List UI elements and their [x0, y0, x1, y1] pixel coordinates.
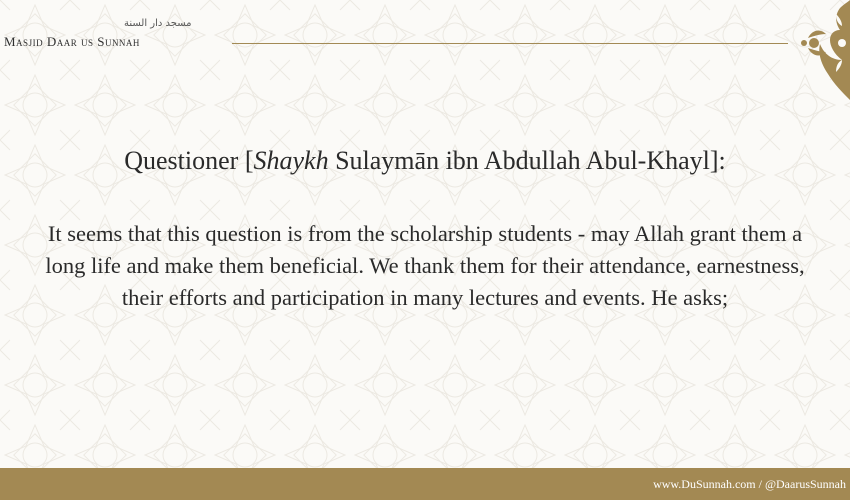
logo-english-text: Masjid Daar us Sunnah	[4, 34, 140, 49]
footer-separator: /	[755, 477, 765, 491]
logo-arabic-text: مسجد دار السنة	[124, 18, 192, 29]
header-divider	[232, 43, 788, 44]
heading-suffix: Sulaymān ibn Abdullah Abul-Khayl]:	[328, 146, 726, 175]
gold-floral-ornament-icon	[790, 0, 850, 100]
footer-social-handle[interactable]: @DaarusSunnah	[764, 477, 846, 491]
heading-italic-title: Shaykh	[253, 146, 329, 175]
question-paragraph: It seems that this question is from the scholarship students - may Allah grant them a long life and make them beneficial. We thank them for their attendance, earnestness, their efforts and participation in many lectures and events. He asks;	[45, 221, 805, 310]
questioner-heading	[0, 146, 850, 176]
footer-website-link[interactable]: www.DuSunnah.com	[653, 477, 756, 491]
footer-credits	[653, 477, 846, 492]
heading-prefix: Questioner [	[124, 146, 254, 175]
footer-bar	[0, 468, 850, 500]
